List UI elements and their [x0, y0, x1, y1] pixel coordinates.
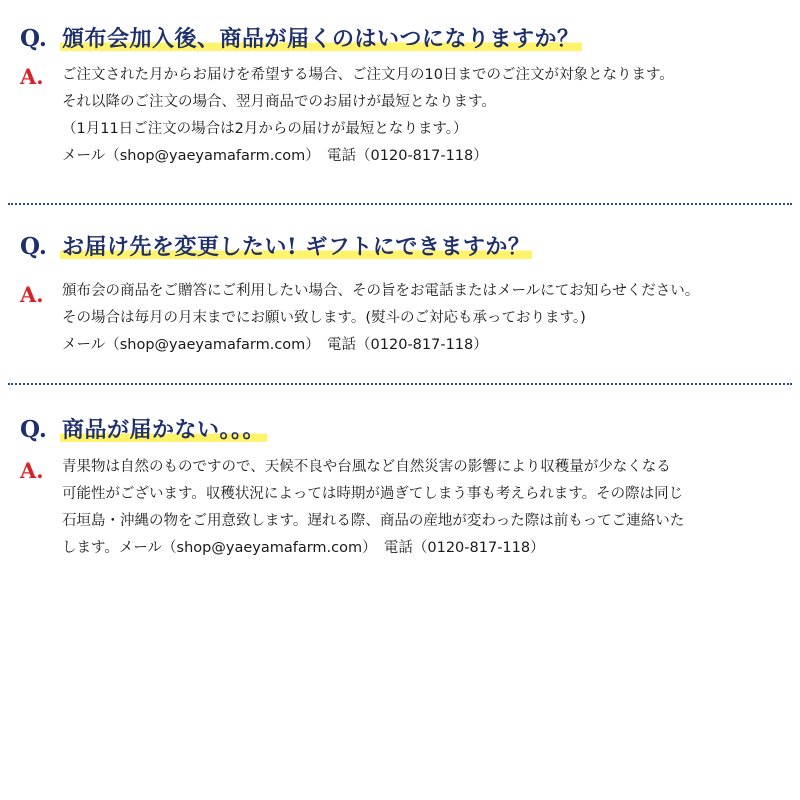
answer-text: [62, 454, 684, 562]
question-mark: Q.: [20, 416, 47, 443]
answer-line: 頒布会の商品をご贈答にご利用したい場合、その旨をお電話またはメールにてお知らせください。: [62, 283, 700, 299]
question-text: 商品が届かない。。。: [60, 413, 267, 446]
section-divider: [8, 383, 792, 385]
question-mark: Q.: [20, 233, 47, 260]
answer-line: します。メール（shop@yaeyamafarm.com） 電話（0120-817-118）: [62, 540, 545, 556]
answer-line: 青果物は自然のものですので、天候不良や台風など自然災害の影響により収穫量が少なくなる: [62, 459, 671, 475]
answer-mark: A.: [20, 458, 44, 483]
answer-mark: A.: [20, 282, 44, 307]
section-divider: [8, 203, 792, 205]
answer-line: メール（shop@yaeyamafarm.com） 電話（0120-817-118）: [62, 337, 488, 353]
question-mark: Q.: [20, 25, 47, 52]
question-row: [20, 413, 267, 446]
answer-line: 可能性がございます。収穫状況によっては時期が過ぎてしまう事も考えられます。その際は同じ: [62, 486, 684, 502]
answer-line: それ以降のご注文の場合、翌月商品でのお届けが最短となります。: [62, 94, 496, 110]
answer-line: （1月11日ご注文の場合は2月からの届けが最短となります。）: [62, 121, 468, 137]
answer-text: [62, 278, 699, 359]
answer-line: ご注文された月からお届けを希望する場合、ご注文月の10日までのご注文が対象となります。: [62, 67, 674, 83]
question-row: [20, 22, 582, 55]
answer-line: その場合は毎月の月末までにお願い致します。(熨斗のご対応も承っております。): [62, 310, 586, 326]
answer-mark: A.: [20, 64, 44, 89]
question-text: 頒布会加入後、商品が届くのはいつになりますか？: [60, 22, 582, 55]
answer-line: 石垣島・沖縄の物をご用意致します。遅れる際、商品の産地が変わった際は前もってご連絡いた: [62, 513, 685, 529]
question-row: [20, 230, 532, 263]
question-text: お届け先を変更したい! ギフトにできますか？: [60, 230, 532, 263]
answer-text: [62, 62, 674, 170]
answer-line: メール（shop@yaeyamafarm.com） 電話（0120-817-118）: [62, 148, 488, 164]
